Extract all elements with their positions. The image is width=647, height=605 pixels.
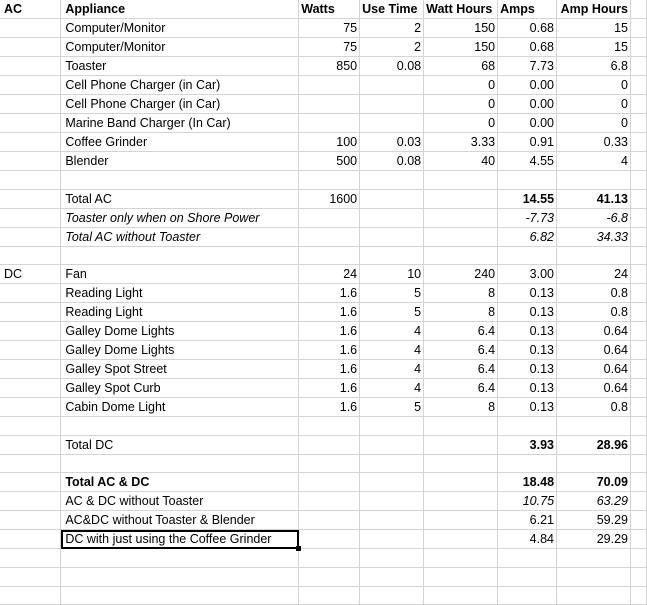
table-row xyxy=(0,398,647,417)
cell-section[interactable] xyxy=(0,492,61,511)
cell-empty[interactable] xyxy=(631,114,647,133)
cell-use-time[interactable]: 4 xyxy=(360,379,424,398)
cell-amp-hours[interactable]: 41.13 xyxy=(557,189,631,208)
cell-empty[interactable] xyxy=(631,284,647,303)
cell-watt-hours[interactable]: 240 xyxy=(424,265,498,284)
table-row xyxy=(0,303,647,322)
cell-watt-hours[interactable] xyxy=(424,171,498,190)
cell-amp-hours[interactable]: 0.8 xyxy=(557,398,631,417)
cell-watt-hours[interactable]: 8 xyxy=(424,303,498,322)
cell-use-time[interactable]: 0.08 xyxy=(360,57,424,76)
cell-use-time[interactable] xyxy=(360,435,424,454)
cell-section[interactable] xyxy=(0,189,61,208)
cell-amp-hours[interactable]: 0.64 xyxy=(557,379,631,398)
cell-amps[interactable]: 0.13 xyxy=(498,322,557,341)
cell-use-time[interactable]: 2 xyxy=(360,19,424,38)
table-row xyxy=(0,227,647,246)
table-row xyxy=(0,57,647,76)
cell-empty[interactable] xyxy=(631,208,647,227)
cell-amps[interactable]: 0.13 xyxy=(498,379,557,398)
cell-amp-hours[interactable] xyxy=(557,549,631,568)
cell-amps[interactable]: 3.00 xyxy=(498,265,557,284)
cell-section[interactable] xyxy=(0,435,61,454)
cell-watts[interactable]: 1.6 xyxy=(299,303,360,322)
cell-section[interactable] xyxy=(0,38,61,57)
cell-amps[interactable]: 0.13 xyxy=(498,303,557,322)
cell-use-time[interactable] xyxy=(360,417,424,436)
cell-section[interactable] xyxy=(0,398,61,417)
cell-amps[interactable]: 0.13 xyxy=(498,284,557,303)
cell-amp-hours[interactable]: 15 xyxy=(557,19,631,38)
cell-amp-hours[interactable]: 0.8 xyxy=(557,303,631,322)
cell-amps[interactable] xyxy=(498,417,557,436)
cell-section[interactable] xyxy=(0,76,61,95)
cell-section[interactable] xyxy=(0,208,61,227)
cell-watt-hours[interactable]: 150 xyxy=(424,38,498,57)
cell-appliance[interactable]: Marine Band Charger (In Car) xyxy=(61,114,299,133)
header-section[interactable]: AC xyxy=(0,0,61,19)
cell-appliance[interactable] xyxy=(61,454,299,473)
cell-use-time[interactable] xyxy=(360,454,424,473)
cell-amps[interactable] xyxy=(498,171,557,190)
table-row xyxy=(0,246,647,265)
cell-use-time[interactable] xyxy=(360,208,424,227)
cell-watts[interactable] xyxy=(299,473,360,492)
cell-watts[interactable]: 1.6 xyxy=(299,398,360,417)
cell-appliance[interactable]: Fan xyxy=(61,265,299,284)
cell-amps[interactable]: -7.73 xyxy=(498,208,557,227)
cell-section[interactable] xyxy=(0,152,61,171)
cell-section[interactable]: DC xyxy=(0,265,61,284)
cell-section[interactable] xyxy=(0,114,61,133)
cell-amps[interactable]: 0.13 xyxy=(498,398,557,417)
cell-empty[interactable] xyxy=(631,171,647,190)
cell-amps[interactable]: 0.68 xyxy=(498,19,557,38)
cell-watt-hours[interactable] xyxy=(424,530,498,549)
cell-amp-hours[interactable]: 59.29 xyxy=(557,511,631,530)
cell-empty[interactable] xyxy=(631,19,647,38)
cell-watt-hours[interactable] xyxy=(424,473,498,492)
cell-section[interactable] xyxy=(0,171,61,190)
cell-section[interactable] xyxy=(0,284,61,303)
cell-amps[interactable] xyxy=(498,586,557,605)
table-row xyxy=(0,152,647,171)
cell-watt-hours[interactable]: 6.4 xyxy=(424,322,498,341)
cell-amps[interactable]: 0.13 xyxy=(498,341,557,360)
cell-appliance[interactable] xyxy=(61,246,299,265)
cell-appliance[interactable]: Coffee Grinder xyxy=(61,133,299,152)
cell-appliance[interactable]: Blender xyxy=(61,152,299,171)
cell-watt-hours[interactable] xyxy=(424,492,498,511)
cell-watts[interactable] xyxy=(299,454,360,473)
cell-section[interactable] xyxy=(0,530,61,549)
cell-use-time[interactable] xyxy=(360,586,424,605)
table-row xyxy=(0,95,647,114)
cell-use-time[interactable]: 0.03 xyxy=(360,133,424,152)
cell-empty[interactable] xyxy=(631,152,647,171)
cell-amps[interactable] xyxy=(498,549,557,568)
cell-amps[interactable] xyxy=(498,454,557,473)
cell-empty[interactable] xyxy=(631,417,647,436)
header-watts[interactable]: Watts xyxy=(299,0,360,19)
cell-amps[interactable]: 0.00 xyxy=(498,76,557,95)
cell-watt-hours[interactable]: 6.4 xyxy=(424,379,498,398)
table-row xyxy=(0,417,647,436)
cell-amps[interactable]: 0.68 xyxy=(498,38,557,57)
cell-watts[interactable]: 24 xyxy=(299,265,360,284)
cell-appliance[interactable]: Computer/Monitor xyxy=(61,38,299,57)
cell-empty[interactable] xyxy=(631,454,647,473)
cell-watt-hours[interactable]: 0 xyxy=(424,76,498,95)
cell-watts[interactable] xyxy=(299,417,360,436)
cell-appliance[interactable]: Galley Spot Street xyxy=(61,360,299,379)
table-row xyxy=(0,341,647,360)
cell-section[interactable] xyxy=(0,19,61,38)
cell-empty[interactable] xyxy=(631,227,647,246)
cell-empty[interactable] xyxy=(631,549,647,568)
cell-watt-hours[interactable] xyxy=(424,454,498,473)
header-appliance[interactable]: Appliance xyxy=(61,0,299,19)
cell-watt-hours[interactable]: 8 xyxy=(424,398,498,417)
cell-use-time[interactable] xyxy=(360,76,424,95)
cell-watts[interactable]: 500 xyxy=(299,152,360,171)
cell-amp-hours[interactable]: 0.64 xyxy=(557,322,631,341)
cell-use-time[interactable] xyxy=(360,227,424,246)
cell-appliance[interactable] xyxy=(61,417,299,436)
cell-amps[interactable]: 10.75 xyxy=(498,492,557,511)
header-use-time[interactable]: Use Time xyxy=(360,0,424,19)
cell-amps[interactable]: 7.73 xyxy=(498,57,557,76)
cell-amp-hours[interactable] xyxy=(557,246,631,265)
cell-empty[interactable] xyxy=(631,322,647,341)
cell-watt-hours[interactable]: 3.33 xyxy=(424,133,498,152)
cell-watts[interactable] xyxy=(299,227,360,246)
cell-use-time[interactable] xyxy=(360,492,424,511)
cell-appliance[interactable] xyxy=(61,568,299,587)
cell-empty[interactable] xyxy=(631,435,647,454)
cell-watt-hours[interactable]: 6.4 xyxy=(424,341,498,360)
fill-handle[interactable] xyxy=(296,546,301,551)
table-row xyxy=(0,284,647,303)
cell-watts[interactable]: 100 xyxy=(299,133,360,152)
cell-use-time[interactable]: 4 xyxy=(360,360,424,379)
cell-watt-hours[interactable]: 0 xyxy=(424,95,498,114)
cell-empty[interactable] xyxy=(631,398,647,417)
cell-appliance[interactable]: Galley Dome Lights xyxy=(61,322,299,341)
header-watt-hours[interactable]: Watt Hours xyxy=(424,0,498,19)
cell-use-time[interactable] xyxy=(360,171,424,190)
cell-amp-hours[interactable]: 0.8 xyxy=(557,284,631,303)
cell-appliance[interactable]: Total AC & DC xyxy=(61,473,299,492)
cell-watt-hours[interactable]: 68 xyxy=(424,57,498,76)
cell-amp-hours[interactable]: 6.8 xyxy=(557,57,631,76)
cell-watt-hours[interactable] xyxy=(424,189,498,208)
cell-watt-hours[interactable] xyxy=(424,227,498,246)
cell-amps[interactable]: 0.00 xyxy=(498,95,557,114)
cell-appliance[interactable]: AC&DC without Toaster & Blender xyxy=(61,511,299,530)
cell-appliance[interactable]: Galley Dome Lights xyxy=(61,341,299,360)
cell-amp-hours[interactable]: 4 xyxy=(557,152,631,171)
cell-empty[interactable] xyxy=(631,586,647,605)
cell-use-time[interactable] xyxy=(360,549,424,568)
cell-amps[interactable]: 14.55 xyxy=(498,189,557,208)
cell-appliance[interactable]: Total AC xyxy=(61,189,299,208)
cell-section[interactable] xyxy=(0,57,61,76)
cell-amp-hours[interactable]: 0.64 xyxy=(557,341,631,360)
cell-empty[interactable] xyxy=(631,133,647,152)
cell-empty[interactable] xyxy=(631,473,647,492)
cell-watts[interactable]: 75 xyxy=(299,38,360,57)
table-row xyxy=(0,473,647,492)
cell-watt-hours[interactable]: 0 xyxy=(424,114,498,133)
cell-amp-hours[interactable]: 0 xyxy=(557,95,631,114)
table-row xyxy=(0,171,647,190)
cell-use-time[interactable] xyxy=(360,114,424,133)
cell-amps[interactable]: 6.21 xyxy=(498,511,557,530)
cell-amps[interactable]: 4.84 xyxy=(498,530,557,549)
cell-use-time[interactable]: 4 xyxy=(360,322,424,341)
cell-use-time[interactable] xyxy=(360,246,424,265)
cell-watt-hours[interactable] xyxy=(424,246,498,265)
cell-watt-hours[interactable] xyxy=(424,208,498,227)
cell-section[interactable] xyxy=(0,454,61,473)
cell-watts[interactable]: 1600 xyxy=(299,189,360,208)
cell-amps[interactable]: 0.91 xyxy=(498,133,557,152)
cell-section[interactable] xyxy=(0,227,61,246)
cell-amp-hours[interactable]: 63.29 xyxy=(557,492,631,511)
cell-amp-hours[interactable]: 29.29 xyxy=(557,530,631,549)
cell-watts[interactable]: 1.6 xyxy=(299,379,360,398)
cell-appliance[interactable]: Total AC without Toaster xyxy=(61,227,299,246)
table-row xyxy=(0,530,647,549)
cell-appliance[interactable]: Total DC xyxy=(61,435,299,454)
table-row xyxy=(0,586,647,605)
cell-watts[interactable]: 1.6 xyxy=(299,341,360,360)
cell-watts[interactable] xyxy=(299,568,360,587)
table-row xyxy=(0,511,647,530)
cell-empty[interactable] xyxy=(631,379,647,398)
cell-appliance[interactable]: Cell Phone Charger (in Car) xyxy=(61,76,299,95)
cell-watt-hours[interactable] xyxy=(424,435,498,454)
cell-empty[interactable] xyxy=(631,341,647,360)
cell-appliance[interactable]: Galley Spot Curb xyxy=(61,379,299,398)
cell-amps[interactable]: 4.55 xyxy=(498,152,557,171)
cell-section[interactable] xyxy=(0,322,61,341)
table-row xyxy=(0,549,647,568)
table-row xyxy=(0,265,647,284)
cell-empty[interactable] xyxy=(631,511,647,530)
cell-watts[interactable] xyxy=(299,208,360,227)
cell-use-time[interactable] xyxy=(360,511,424,530)
cell-watt-hours[interactable] xyxy=(424,417,498,436)
cell-section[interactable] xyxy=(0,511,61,530)
cell-watts[interactable] xyxy=(299,511,360,530)
cell-section[interactable] xyxy=(0,95,61,114)
cell-watts[interactable]: 1.6 xyxy=(299,284,360,303)
cell-amp-hours[interactable]: -6.8 xyxy=(557,208,631,227)
cell-appliance[interactable]: Cell Phone Charger (in Car) xyxy=(61,95,299,114)
cell-appliance[interactable]: Toaster xyxy=(61,57,299,76)
cell-watts[interactable]: 1.6 xyxy=(299,322,360,341)
cell-empty[interactable] xyxy=(631,76,647,95)
cell-use-time[interactable]: 10 xyxy=(360,265,424,284)
cell-amp-hours[interactable] xyxy=(557,171,631,190)
cell-use-time[interactable]: 4 xyxy=(360,341,424,360)
table-row xyxy=(0,76,647,95)
cell-section[interactable] xyxy=(0,417,61,436)
table-row xyxy=(0,360,647,379)
cell-section[interactable] xyxy=(0,341,61,360)
cell-appliance[interactable] xyxy=(61,171,299,190)
cell-amps[interactable] xyxy=(498,246,557,265)
cell-watts[interactable] xyxy=(299,114,360,133)
cell-section[interactable] xyxy=(0,568,61,587)
cell-use-time[interactable]: 5 xyxy=(360,303,424,322)
cell-empty[interactable] xyxy=(631,189,647,208)
cell-empty[interactable] xyxy=(631,95,647,114)
cell-appliance[interactable]: Toaster only when on Shore Power xyxy=(61,208,299,227)
cell-use-time[interactable]: 5 xyxy=(360,398,424,417)
table-row xyxy=(0,568,647,587)
cell-use-time[interactable] xyxy=(360,530,424,549)
cell-appliance[interactable]: AC & DC without Toaster xyxy=(61,492,299,511)
table-row xyxy=(0,19,647,38)
cell-watts[interactable] xyxy=(299,246,360,265)
cell-empty[interactable] xyxy=(631,492,647,511)
cell-use-time[interactable]: 5 xyxy=(360,284,424,303)
cell-section[interactable] xyxy=(0,303,61,322)
cell-amp-hours[interactable] xyxy=(557,568,631,587)
cell-amp-hours[interactable]: 24 xyxy=(557,265,631,284)
cell-empty[interactable] xyxy=(631,303,647,322)
cell-section[interactable] xyxy=(0,549,61,568)
cell-empty[interactable] xyxy=(631,246,647,265)
cell-watt-hours[interactable]: 6.4 xyxy=(424,360,498,379)
cell-empty[interactable] xyxy=(631,360,647,379)
cell-amps[interactable]: 0.00 xyxy=(498,114,557,133)
table-row xyxy=(0,189,647,208)
cell-use-time[interactable] xyxy=(360,95,424,114)
cell-watt-hours[interactable]: 8 xyxy=(424,284,498,303)
cell-appliance[interactable]: Reading Light xyxy=(61,303,299,322)
cell-use-time[interactable] xyxy=(360,473,424,492)
table-row xyxy=(0,454,647,473)
cell-watt-hours[interactable]: 40 xyxy=(424,152,498,171)
cell-use-time[interactable] xyxy=(360,189,424,208)
cell-amp-hours[interactable]: 28.96 xyxy=(557,435,631,454)
cell-appliance[interactable]: DC with just using the Coffee Grinder xyxy=(61,530,299,549)
cell-watts[interactable] xyxy=(299,435,360,454)
cell-appliance[interactable]: Computer/Monitor xyxy=(61,19,299,38)
header-amp-hours[interactable]: Amp Hours xyxy=(557,0,631,19)
cell-appliance[interactable] xyxy=(61,586,299,605)
cell-amps[interactable]: 3.93 xyxy=(498,435,557,454)
cell-section[interactable] xyxy=(0,586,61,605)
cell-use-time[interactable]: 2 xyxy=(360,38,424,57)
cell-empty[interactable] xyxy=(631,38,647,57)
cell-watt-hours[interactable] xyxy=(424,549,498,568)
cell-section[interactable] xyxy=(0,133,61,152)
cell-amp-hours[interactable] xyxy=(557,586,631,605)
table-row xyxy=(0,133,647,152)
cell-empty[interactable] xyxy=(631,57,647,76)
cell-watts[interactable] xyxy=(299,171,360,190)
cell-section[interactable] xyxy=(0,360,61,379)
cell-watt-hours[interactable]: 150 xyxy=(424,19,498,38)
cell-watts[interactable]: 1.6 xyxy=(299,360,360,379)
cell-amps[interactable]: 0.13 xyxy=(498,360,557,379)
cell-watts[interactable] xyxy=(299,95,360,114)
cell-appliance[interactable]: Reading Light xyxy=(61,284,299,303)
table-row xyxy=(0,114,647,133)
cell-empty[interactable] xyxy=(631,530,647,549)
table-row xyxy=(0,435,647,454)
cell-amp-hours[interactable]: 34.33 xyxy=(557,227,631,246)
table-row xyxy=(0,208,647,227)
cell-watts[interactable] xyxy=(299,492,360,511)
table-row xyxy=(0,379,647,398)
cell-section[interactable] xyxy=(0,379,61,398)
table-row xyxy=(0,38,647,57)
cell-amp-hours[interactable]: 15 xyxy=(557,38,631,57)
cell-amp-hours[interactable]: 0 xyxy=(557,114,631,133)
cell-amp-hours[interactable]: 0.33 xyxy=(557,133,631,152)
cell-watt-hours[interactable] xyxy=(424,568,498,587)
cell-use-time[interactable] xyxy=(360,568,424,587)
cell-appliance[interactable] xyxy=(61,549,299,568)
cell-watts[interactable]: 850 xyxy=(299,57,360,76)
cell-watts[interactable] xyxy=(299,549,360,568)
cell-section[interactable] xyxy=(0,246,61,265)
cell-amps[interactable] xyxy=(498,568,557,587)
cell-watt-hours[interactable] xyxy=(424,511,498,530)
cell-use-time[interactable]: 0.08 xyxy=(360,152,424,171)
cell-amps[interactable]: 18.48 xyxy=(498,473,557,492)
cell-watt-hours[interactable] xyxy=(424,586,498,605)
cell-watts[interactable] xyxy=(299,586,360,605)
cell-empty[interactable] xyxy=(631,568,647,587)
cell-amp-hours[interactable]: 0 xyxy=(557,76,631,95)
cell-empty[interactable] xyxy=(631,265,647,284)
cell-watts[interactable]: 75 xyxy=(299,19,360,38)
cell-amps[interactable]: 6.82 xyxy=(498,227,557,246)
cell-appliance[interactable]: Cabin Dome Light xyxy=(61,398,299,417)
cell-amp-hours[interactable]: 70.09 xyxy=(557,473,631,492)
cell-amp-hours[interactable] xyxy=(557,454,631,473)
cell-amp-hours[interactable]: 0.64 xyxy=(557,360,631,379)
cell-watts[interactable] xyxy=(299,76,360,95)
table-row xyxy=(0,322,647,341)
header-amps[interactable]: Amps xyxy=(498,0,557,19)
cell-empty[interactable] xyxy=(631,0,647,19)
cell-amp-hours[interactable] xyxy=(557,417,631,436)
cell-section[interactable] xyxy=(0,473,61,492)
header-row xyxy=(0,0,647,19)
table-row xyxy=(0,492,647,511)
cell-watts[interactable] xyxy=(299,530,360,549)
